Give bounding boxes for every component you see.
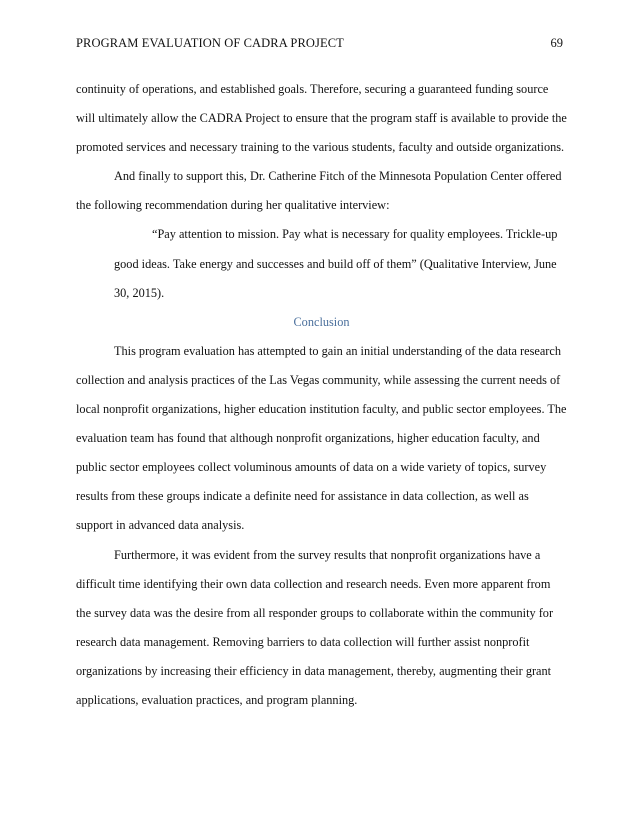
conclusion-heading: Conclusion [293, 314, 350, 329]
interview-quote: “Pay attention to mission. Pay what is necessary for quality employees. Trickle-up good ideas. Take energy and successes and build off of them” (Qualitative Interview, June 30, 2015). [114, 227, 558, 300]
continuation-paragraph: continuity of operations, and established goals. Therefore, securing a guaranteed funding source will ultimately allow the CADRA Project to ensure that the program staff is available to provide the promoted services and necessary training to the various students, faculty and outside organizations. [76, 82, 567, 155]
recommendation-intro-paragraph: And finally to support this, Dr. Catherine Fitch of the Minnesota Population Center offered the following recommendation during her qualitative interview: [76, 169, 562, 213]
running-header-title: PROGRAM EVALUATION OF CADRA PROJECT [76, 36, 344, 50]
page-number: 69 [550, 36, 563, 50]
conclusion-paragraph-2: Furthermore, it was evident from the survey results that nonprofit organizations have a difficult time identifying their own data collection and research needs. Even more apparent from the survey data was the desire from all responder groups to collaborate within the community for research data management. Removing barriers to data collection will further assist nonprofit organizations by increasing their efficiency in data management, thereby, augmenting their grant applications, evaluation practices, and program planning. [76, 547, 554, 707]
document-body [76, 75, 567, 715]
conclusion-paragraph-1: This program evaluation has attempted to gain an initial understanding of the data research collection and analysis practices of the Las Vegas community, while assessing the current needs of local nonprofit organizations, higher education institution faculty, and public sector employees. The evaluation team has found that although nonprofit organizations, higher education faculty, and public sector employees collect voluminous amounts of data on a wide variety of topics, survey results from these groups indicate a definite need for assistance in data collection, as well as support in advanced data analysis. [76, 343, 567, 533]
